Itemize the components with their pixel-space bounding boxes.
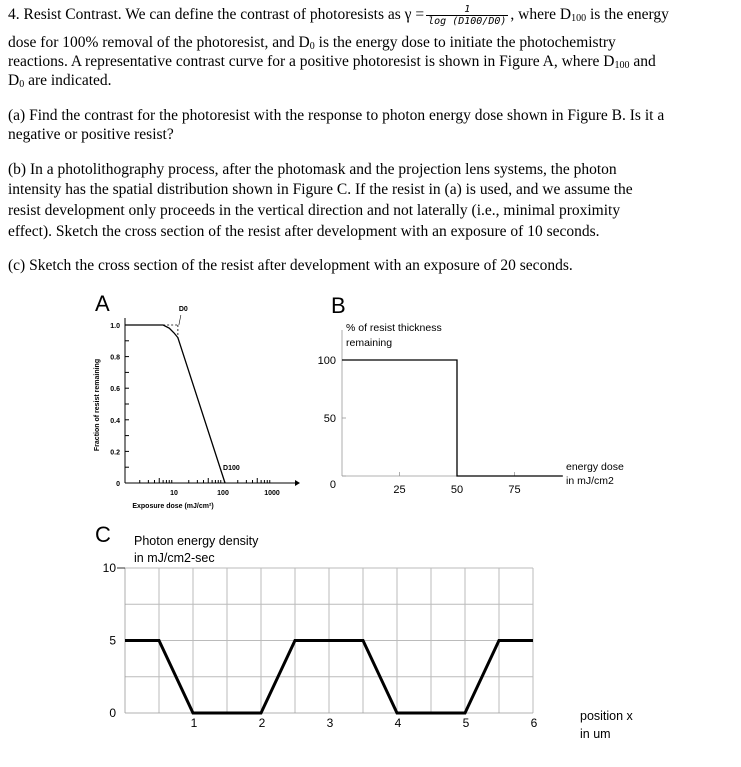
d100-annotation: D100 xyxy=(223,465,240,472)
figure-a-label: A xyxy=(95,291,110,316)
figure-c-y-axis-title: in mJ/cm2-sec xyxy=(134,551,215,565)
formula-denominator: log (D100/D0) xyxy=(428,16,507,27)
text: and xyxy=(629,53,656,70)
figure-c-x-tick-label: 2 xyxy=(258,716,266,730)
text: D xyxy=(8,72,20,89)
part-c-line-1: (c) Sketch the cross section of the resist after development with an exposure of 20 seconds. xyxy=(8,257,573,274)
subscript: 0 xyxy=(19,79,25,90)
figure-a-x-tick-label: 100 xyxy=(217,490,229,497)
figure-b-label: B xyxy=(331,293,346,318)
figure-c-x-axis-title: position x xyxy=(580,709,633,723)
figure-a-x-tick-label: 1000 xyxy=(264,490,280,497)
figure-b-x-axis-title: in mJ/cm2 xyxy=(566,475,614,487)
part-a-line-2: negative or positive resist? xyxy=(8,126,174,143)
subscript: 100 xyxy=(571,13,587,25)
formula-numerator: 1 xyxy=(426,4,508,16)
text: is the energy dose to initiate the photochemistry xyxy=(314,34,616,51)
text: dose for 100% removal of the photoresist, and D xyxy=(8,34,310,51)
text: , where D xyxy=(510,6,572,24)
figure-a-y-tick-label: 0.2 xyxy=(110,449,120,457)
figure-c-x-tick-label: 5 xyxy=(462,716,470,730)
figure-c-y-axis-title: Photon energy density xyxy=(134,534,259,548)
figure-a-contrast-curve xyxy=(125,325,225,483)
figure-b-y-tick-label: 100 xyxy=(317,355,336,367)
part-a-line-1: (a) Find the contrast for the photoresist with the response to photon energy dose shown in Figure B. Is it a xyxy=(8,107,665,124)
figure-c-x-tick-label: 3 xyxy=(326,716,334,730)
figure-c-x-axis-title: in um xyxy=(580,727,611,741)
d0-annotation: D0 xyxy=(178,306,188,313)
figure-b-x-axis-title: energy dose xyxy=(566,461,624,473)
text: 4. Resist Contrast. We can define the contrast of photoresists as γ = xyxy=(8,6,425,24)
x-axis-arrow-icon xyxy=(295,480,300,486)
figure-a-y-tick-label: 0.6 xyxy=(110,386,120,394)
part-b-line-1: (b) In a photolithography process, after the photomask and the projection lens systems, the photon xyxy=(8,161,617,178)
figure-c-label: C xyxy=(95,522,111,547)
figure-b-x-tick-label: 75 xyxy=(508,484,521,496)
figure-c-x-tick-label: 4 xyxy=(394,716,402,730)
text: reactions. A representative contrast curve for a positive photoresist is shown in Figure A, where D xyxy=(8,53,615,70)
figure-c-y-tick-label: 10 xyxy=(102,561,116,575)
text: are indicated. xyxy=(24,72,112,89)
figure-b-y-tick-label: 50 xyxy=(323,413,336,425)
part-b-line-4: effect). Sketch the cross section of the resist after development with an exposure of 10 seconds. xyxy=(8,223,600,240)
part-b-line-3: resist development only proceeds in the vertical direction and not laterally (i.e., minimal proximity xyxy=(8,202,621,219)
figure-a-y-tick-label: 1.0 xyxy=(110,323,120,330)
figure-a-x-tick-label: 10 xyxy=(170,490,178,497)
figure-b-x-tick-label: 25 xyxy=(393,484,406,496)
figure-b-response-curve xyxy=(342,360,563,476)
figure-a-y-tick-label: 0.8 xyxy=(110,354,120,362)
figure-c-y-tick-label: 0 xyxy=(109,706,116,720)
figure-a-y-tick-label: 0 xyxy=(116,481,120,488)
text: is the energy xyxy=(586,6,669,24)
subscript: 100 xyxy=(614,60,630,71)
figure-c-x-tick-label: 6 xyxy=(530,716,538,730)
d0-pointer xyxy=(179,315,181,325)
figure-c-y-tick-label: 5 xyxy=(109,633,116,648)
figure-a-x-axis-title: Exposure dose (mJ/cm²) xyxy=(132,503,214,510)
part-b-line-2: intensity has the spatial distribution shown in Figure C. If the resist in (a) is used, and we assume the xyxy=(8,181,633,198)
figure-a-y-axis-title: Fraction of resist remaining xyxy=(94,358,101,452)
figure-a-y-tick-label: 0.4 xyxy=(110,417,120,425)
figure-b-y-axis-title: remaining xyxy=(346,337,393,349)
figure-b-y-axis-title: % of resist thickness xyxy=(346,322,442,334)
subscript: 0 xyxy=(309,41,315,52)
figure-c-x-tick-label: 1 xyxy=(190,716,198,730)
figure-b-x-tick-label: 50 xyxy=(450,484,464,496)
figure-b-y-tick-label: 0 xyxy=(329,479,336,491)
